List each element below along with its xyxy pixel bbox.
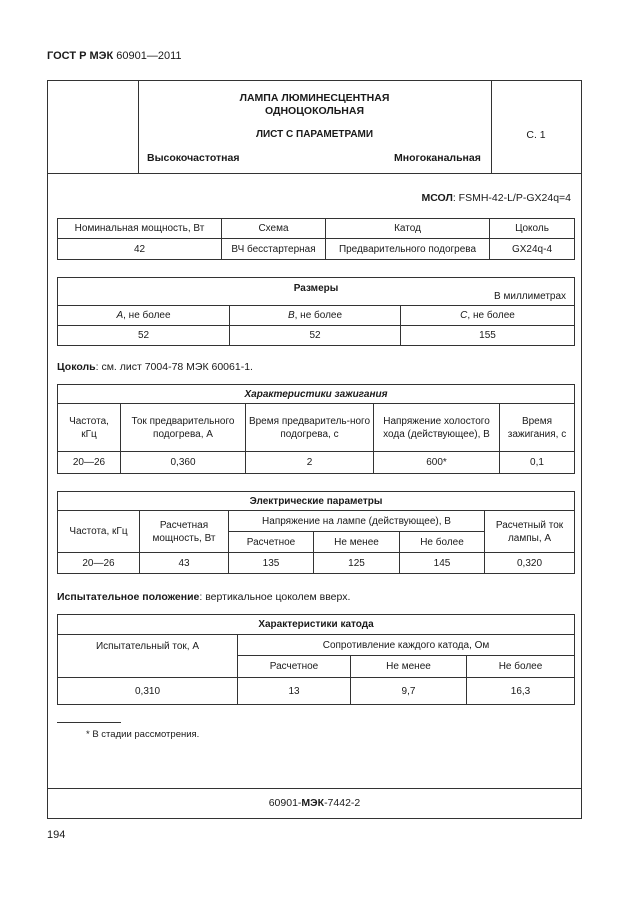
electrical-value-frequency: 20—26 <box>58 553 140 574</box>
electrical-value-max: 145 <box>400 553 485 574</box>
dimension-letter-b: B <box>287 310 295 321</box>
electrical-table <box>57 491 575 574</box>
cathode-header-current: Испытательный ток, А <box>58 635 238 678</box>
standard-number: 60901—2011 <box>116 50 182 62</box>
cathode-header-resistance: Сопротивление каждого катода, Ом <box>238 635 575 656</box>
electrical-title: Электрические параметры <box>58 492 575 511</box>
lamp-header-power: Номинальная мощность, Вт <box>58 219 222 239</box>
sheet-code-prefix: 60901- <box>268 797 302 809</box>
ignition-value-preheat-time: 2 <box>246 452 374 474</box>
mcol-value: : FSMH-42-L/P-GX24q=4 <box>452 192 571 204</box>
dimensions-title-cell <box>58 278 575 306</box>
test-position-note <box>57 591 350 603</box>
title-divider-right <box>491 81 492 173</box>
dimension-letter-a: A <box>116 310 124 321</box>
mcol-designation <box>421 192 571 204</box>
cathode-title: Характеристики катода <box>58 615 575 635</box>
sheet-code-suffix: -7442-2 <box>324 797 361 809</box>
electrical-header-current: Расчетный ток лампы, А <box>485 511 575 553</box>
ignition-header-open-voltage: Напряжение холостого хода (действующее), В <box>374 404 500 452</box>
electrical-sub-nominal: Расчетное <box>229 532 314 553</box>
footer-line <box>48 788 581 789</box>
base-note-text: : см. лист 7004-78 МЭК 60061-1. <box>95 361 253 373</box>
electrical-sub-min: Не менее <box>314 532 400 553</box>
lamp-value-cathode: Предварительного подогрева <box>326 239 490 260</box>
lamp-header-cathode: Катод <box>326 219 490 239</box>
lamp-header-base: Цоколь <box>490 219 575 239</box>
dimensions-units: В миллиметрах <box>494 291 567 302</box>
cathode-table <box>57 614 575 705</box>
ignition-header-preheat-current: Ток предварительного подогрева, А <box>121 404 246 452</box>
electrical-header-power: Расчетная мощность, Вт <box>140 511 229 553</box>
sheet-title <box>138 92 491 118</box>
test-position-label: Испытательное положение <box>57 591 200 603</box>
electrical-value-nominal: 135 <box>229 553 314 574</box>
footnote-rule <box>57 722 121 723</box>
dimension-suffix-a: , не более <box>123 310 171 321</box>
base-note <box>57 361 253 373</box>
dimension-value-c: 155 <box>401 326 575 346</box>
page-number: 194 <box>47 829 66 841</box>
lamp-value-power: 42 <box>58 239 222 260</box>
sheet-label: ЛИСТ С ПАРАМЕТРАМИ <box>255 129 374 140</box>
dimension-value-b: 52 <box>230 326 401 346</box>
mcol-label: МСОЛ <box>421 192 453 204</box>
high-frequency-label: Высокочастотная <box>147 152 240 164</box>
electrical-sub-max: Не более <box>400 532 485 553</box>
electrical-value-power: 43 <box>140 553 229 574</box>
lamp-table <box>57 218 575 260</box>
base-note-label: Цоколь <box>57 361 96 373</box>
dimension-header-a <box>58 306 230 326</box>
ignition-header-frequency: Частота, кГц <box>58 404 121 452</box>
ignition-header-ignition-time: Время зажигания, с <box>500 404 575 452</box>
electrical-header-voltage: Напряжение на лампе (действующее), В <box>229 511 485 532</box>
dimension-header-c <box>401 306 575 326</box>
ignition-value-ignition-time: 0,1 <box>500 452 575 474</box>
electrical-value-current: 0,320 <box>485 553 575 574</box>
cathode-sub-max: Не более <box>467 656 575 678</box>
running-header <box>47 50 182 62</box>
footnote: * В стадии рассмотрения. <box>86 729 200 740</box>
cathode-value-nominal: 13 <box>238 678 351 705</box>
lamp-value-base: GX24q-4 <box>490 239 575 260</box>
lamp-header-scheme: Схема <box>222 219 326 239</box>
dimensions-table <box>57 277 575 346</box>
ignition-title: Характеристики зажигания <box>58 385 575 404</box>
cathode-value-min: 9,7 <box>351 678 467 705</box>
sheet-code-bold: МЭК <box>301 797 325 809</box>
ignition-table <box>57 384 575 474</box>
sheet-code <box>48 797 581 809</box>
multichannel-label: Многоканальная <box>394 152 481 164</box>
electrical-value-min: 125 <box>314 553 400 574</box>
test-position-text: : вертикальное цоколем вверх. <box>199 591 351 603</box>
dimension-value-a: 52 <box>58 326 230 346</box>
standard-designation: ГОСТ Р МЭК <box>47 50 114 62</box>
title-block-bottom-line <box>48 173 581 174</box>
lamp-value-scheme: ВЧ бесстартерная <box>222 239 326 260</box>
sheet-title-line1: ЛАМПА ЛЮМИНЕСЦЕНТНАЯ <box>239 92 390 104</box>
dimension-suffix-c: , не более <box>467 310 515 321</box>
electrical-header-frequency: Частота, кГц <box>58 511 140 553</box>
ignition-value-preheat-current: 0,360 <box>121 452 246 474</box>
cathode-sub-min: Не менее <box>351 656 467 678</box>
ignition-value-open-voltage: 600* <box>374 452 500 474</box>
dimensions-title: Размеры <box>293 283 339 294</box>
dimension-suffix-b: , не более <box>294 310 343 321</box>
ignition-value-frequency: 20—26 <box>58 452 121 474</box>
dimension-letter-c: C <box>460 310 468 321</box>
sheet-title-line2: ОДНОЦОКОЛЬНАЯ <box>264 105 365 117</box>
ignition-header-preheat-time: Время предваритель-ного подогрева, с <box>246 404 374 452</box>
cathode-sub-nominal: Расчетное <box>238 656 351 678</box>
dimension-header-b <box>230 306 401 326</box>
sheet-number: С. 1 <box>526 129 546 141</box>
cathode-value-current: 0,310 <box>58 678 238 705</box>
cathode-value-max: 16,3 <box>467 678 575 705</box>
